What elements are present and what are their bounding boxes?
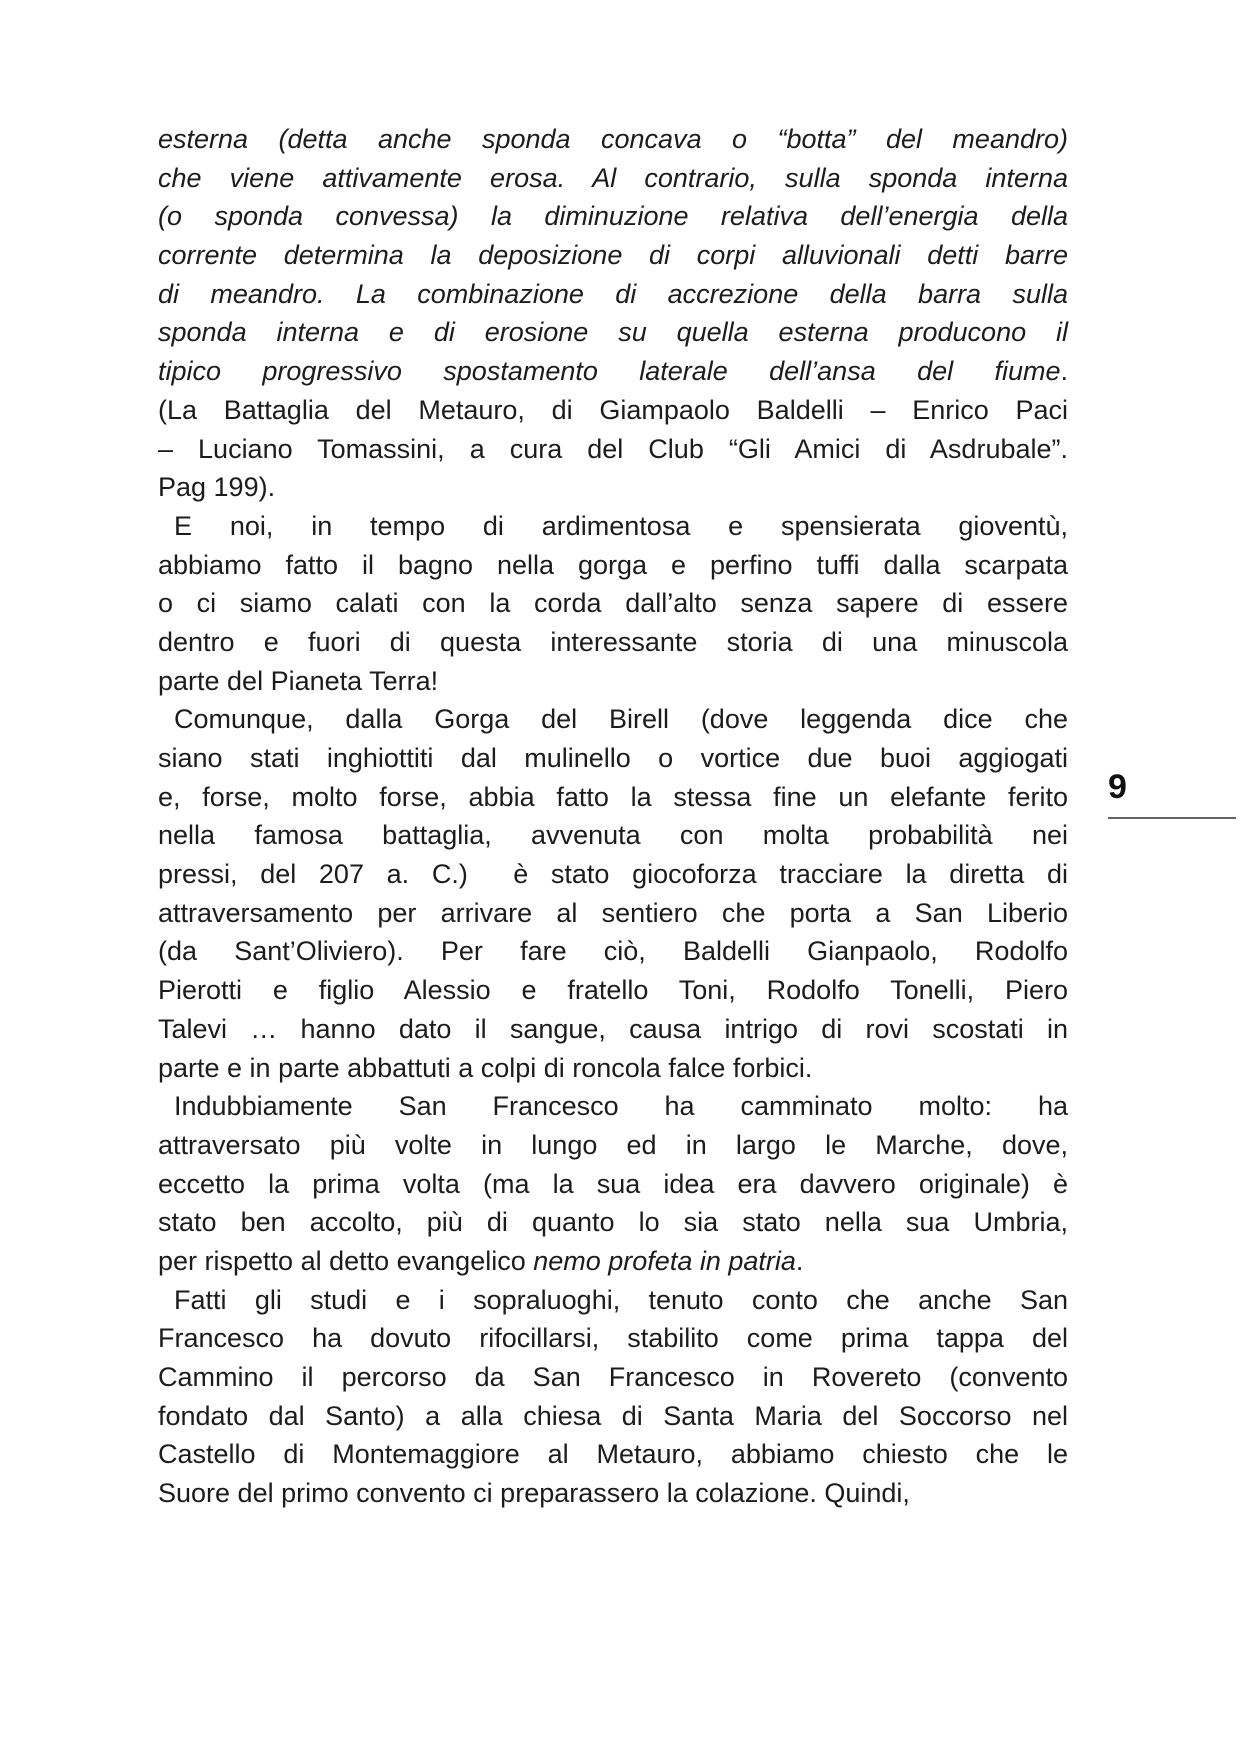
text-run: pressi, del 207 a. C.) è stato giocoforza tracciare la diretta di [158,859,1068,890]
text-line [158,1474,1068,1513]
text-line [158,1165,1068,1204]
text-run: (La Battaglia del Metauro, di Giampaolo Baldelli – Enrico Paci [158,394,1068,425]
text-line [158,1010,1068,1049]
italic-text-run: (o sponda convessa) la diminuzione relativa dell’energia della [158,201,1068,232]
text-run: Castello di Montemaggiore al Metauro, abbiamo chiesto che le [158,1439,1068,1470]
text-run: (da Sant’Oliviero). Per fare ciò, Baldelli Gianpaolo, Rodolfo [158,936,1068,967]
text-line [158,120,1068,159]
text-line [158,430,1068,469]
italic-text-run: di meandro. La combinazione di accrezione della barra sulla [158,278,1068,309]
text-run: per rispetto al detto evangelico [158,1245,534,1276]
text-run: Talevi … hanno dato il sangue, causa intrigo di rovi scostati in [158,1013,1068,1044]
text-line [158,1242,1068,1281]
text-line [158,236,1068,275]
page-number: 9 [1108,768,1127,806]
text-run: attraversamento per arrivare al sentiero che porta a San Liberio [158,897,1068,928]
text-run: o ci siamo calati con la corda dall’alto senza sapere di essere [158,588,1068,619]
text-run: attraversato più volte in lungo ed in largo le Marche, dove, [158,1129,1068,1160]
text-run: eccetto la prima volta (ma la sua idea era davvero originale) è [158,1168,1068,1199]
italic-text-run: che viene attivamente erosa. Al contrario, sulla sponda interna [158,162,1068,193]
text-line [158,1049,1068,1088]
text-line [158,816,1068,855]
text-line [158,159,1068,198]
text-line [158,700,1068,739]
text-run: fondato dal Santo) a alla chiesa di Santa Maria del Soccorso nel [158,1400,1068,1431]
italic-text-run: nemo profeta in patria [533,1245,796,1276]
text-run: abbiamo fatto il bagno nella gorga e perfino tuffi dalla scarpata [158,549,1068,580]
text-run: Suore del primo convento ci preparassero la colazione. Quindi, [158,1478,910,1509]
text-run: parte e in parte abbattuti a colpi di roncola falce forbici. [158,1052,813,1083]
text-run: . [795,1245,804,1276]
page-number-rule [1108,817,1236,819]
text-run: Francesco ha dovuto rifocillarsi, stabilito come prima tappa del [158,1323,1068,1354]
text-run: – Luciano Tomassini, a cura del Club “Gli Amici di Asdrubale”. [158,433,1068,464]
text-line [158,352,1068,391]
text-run: dentro e fuori di questa interessante storia di una minuscola [158,626,1068,657]
text-line [158,739,1068,778]
text-line [158,1319,1068,1358]
text-line [158,1126,1068,1165]
text-run: Cammino il percorso da San Francesco in Rovereto (convento [158,1362,1068,1392]
text-run: E noi, in tempo di ardimentosa e spensierata gioventù, [174,510,1068,541]
text-line [158,1397,1068,1436]
text-line [158,197,1068,236]
text-line [158,1435,1068,1474]
text-run: Pierotti e figlio Alessio e fratello Toni, Rodolfo Tonelli, Piero [158,975,1068,1006]
text-run: . [1060,356,1068,387]
text-line [158,662,1068,701]
text-line [158,313,1068,352]
text-line [158,855,1068,894]
text-run: Indubbiamente San Francesco ha camminato molto: ha [174,1091,1068,1122]
text-run: parte del Pianeta Terra! [158,665,439,696]
text-run: siano stati inghiottiti dal mulinello o vortice due buoi aggiogati [158,743,1068,773]
text-line [158,1203,1068,1242]
italic-text-run: sponda interna e di erosione su quella esterna producono il [158,317,1068,348]
text-line [158,623,1068,662]
italic-text-run: corrente determina la deposizione di corpi alluvionali detti barre [158,240,1068,271]
text-run: Comunque, dalla Gorga del Birell (dove leggenda dice che [174,704,1068,735]
text-line [158,1087,1068,1126]
text-line [158,468,1068,507]
text-line [158,932,1068,971]
text-line [158,778,1068,817]
text-block [158,120,1068,1513]
text-line [158,391,1068,430]
text-run: nella famosa battaglia, avvenuta con molta probabilità nei [158,820,1068,851]
text-line [158,275,1068,314]
text-line [158,507,1068,546]
text-line [158,1281,1068,1320]
text-line [158,971,1068,1010]
italic-text-run: esterna (detta anche sponda concava o “botta” del meandro) [158,124,1068,154]
text-run: Fatti gli studi e i sopraluoghi, tenuto conto che anche San [174,1284,1068,1315]
text-run: stato ben accolto, più di quanto lo sia stato nella sua Umbria, [158,1207,1068,1238]
text-line [158,546,1068,585]
text-line [158,584,1068,623]
italic-text-run: tipico progressivo spostamento laterale dell’ansa del fiume [158,356,1061,387]
text-line [158,1358,1068,1397]
text-line [158,894,1068,933]
text-run: Pag 199). [158,472,276,503]
text-run: e, forse, molto forse, abbia fatto la stessa fine un elefante ferito [158,781,1068,812]
